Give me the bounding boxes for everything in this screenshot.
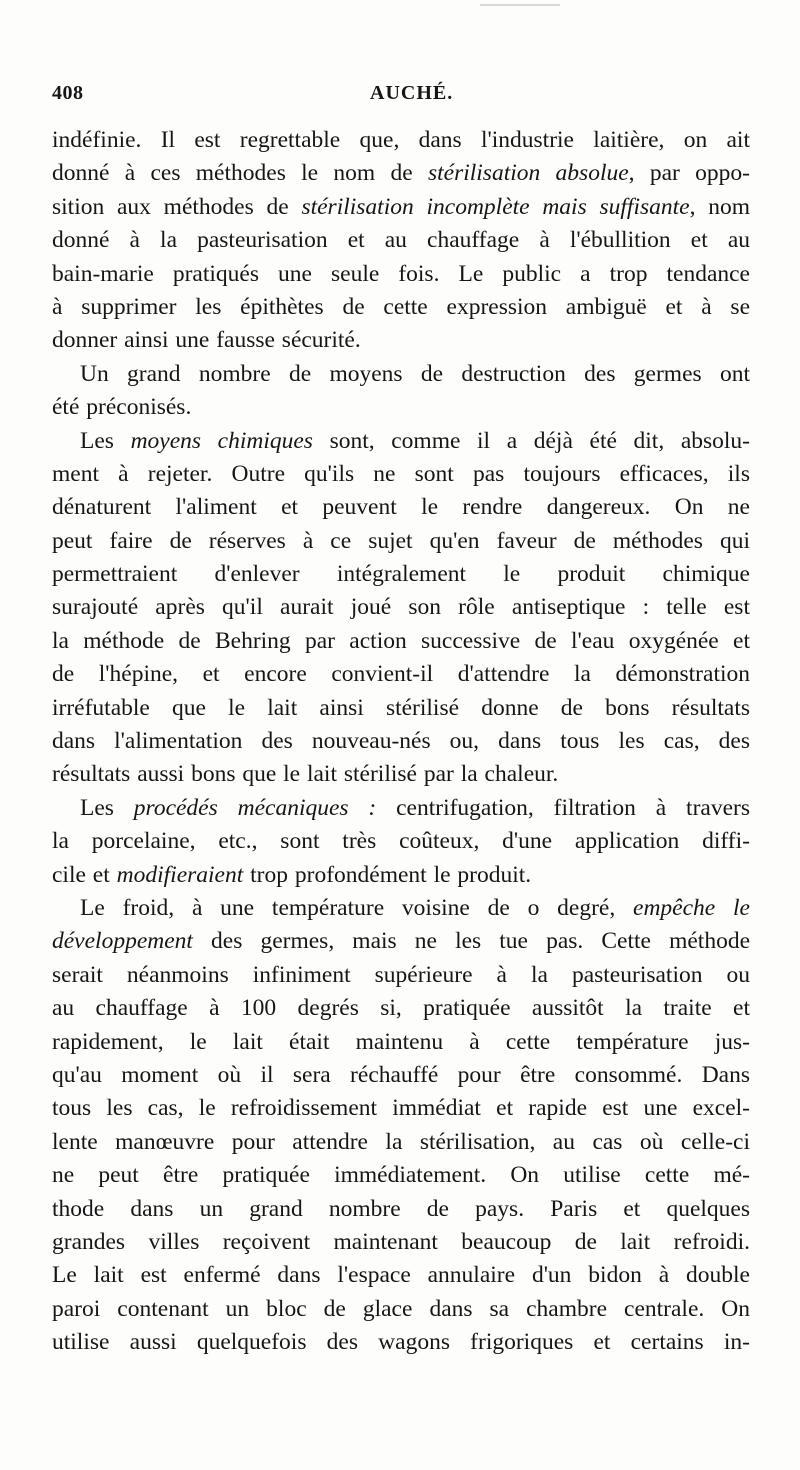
text-line: donné à la pasteurisation et au chauffage à l'ébullition et au [52, 227, 750, 254]
text-line: ne peut être pratiquée immédiatement. On utilise cette mé- [52, 1162, 750, 1189]
text-line: développement des germes, mais ne les tue pas. Cette méthode [52, 928, 750, 955]
italic-phrase: stérilisation absolue [427, 160, 629, 187]
text-line: Les procédés mécaniques : centrifugation, filtration à travers [80, 794, 750, 821]
text-line: au chauffage à 100 degrés si, pratiquée aussitôt la traite et [52, 995, 750, 1022]
text-line: thode dans un grand nombre de pays. Paris et quelques [52, 1195, 750, 1222]
text-line: bain-marie pratiqués une seule fois. Le public a trop tendance [52, 260, 750, 287]
text-line: à supprimer les épithètes de cette expression ambiguë et à se [52, 293, 750, 320]
text-line: ment à rejeter. Outre qu'ils ne sont pas toujours efficaces, ils [52, 460, 750, 487]
text-line: donner ainsi une fausse sécurité. [52, 327, 361, 354]
italic-phrase: stérilisation incomplète mais suffisante [301, 193, 690, 220]
text-line: irréfutable que le lait ainsi stérilisé donne de bons résultats [52, 694, 750, 721]
text-line: cile et modifieraient trop profondément le produit. [52, 861, 532, 888]
italic-phrase: procédés mécaniques : [133, 794, 377, 821]
text-line: qu'au moment où il sera réchauffé pour être consommé. Dans [52, 1061, 750, 1088]
scan-artifact [480, 4, 560, 6]
text-line: indéfinie. Il est regrettable que, dans l'industrie laitière, on ait [52, 127, 750, 153]
text-line: dans l'alimentation des nouveau-nés ou, dans tous les cas, des [52, 728, 750, 755]
text-line: été préconisés. [52, 394, 192, 421]
body-text [52, 124, 750, 1359]
italic-phrase: moyens chimiques [130, 427, 313, 454]
text-line: grandes villes reçoivent maintenant beaucoup de lait refroidi. [52, 1228, 750, 1255]
page-number: 408 [52, 82, 84, 104]
text-line: Le froid, à une température voisine de o degré, empêche le [80, 894, 750, 921]
text-line: la méthode de Behring par action successive de l'eau oxygénée et [52, 627, 750, 654]
text-line: rapidement, le lait était maintenu à cette température jus- [52, 1028, 750, 1055]
italic-phrase: modifieraient [116, 861, 244, 888]
text-line: permettraient d'enlever intégralement le produit chimique [52, 561, 750, 588]
text-line: utilise aussi quelquefois des wagons frigoriques et certains in- [52, 1329, 750, 1356]
text-line: tous les cas, le refroidissement immédiat et rapide est une excel- [52, 1095, 750, 1122]
text-line: résultats aussi bons que le lait stérilisé par la chaleur. [52, 761, 559, 788]
italic-phrase: empêche le [633, 894, 750, 921]
text-line: serait néanmoins infiniment supérieure à la pasteurisation ou [52, 961, 750, 988]
text-line: donné à ces méthodes le nom de stérilisation absolue, par oppo- [52, 160, 750, 187]
text-line: Les moyens chimiques sont, comme il a déjà été dit, absolu- [80, 427, 751, 454]
text-line: paroi contenant un bloc de glace dans sa chambre centrale. On [52, 1295, 750, 1322]
text-line: surajouté après qu'il aurait joué son rôle antiseptique : telle est [52, 594, 750, 621]
text-line: dénaturent l'aliment et peuvent le rendre dangereux. On ne [52, 494, 750, 521]
italic-phrase: développement [52, 928, 193, 955]
text-line: lente manœuvre pour attendre la stérilisation, au cas où celle-ci [52, 1128, 750, 1155]
text-line: peut faire de réserves à ce sujet qu'en faveur de méthodes qui [52, 527, 750, 554]
text-line: Un grand nombre de moyens de destruction des germes ont [80, 360, 750, 387]
running-title: AUCHÉ. [370, 82, 454, 104]
text-line: sition aux méthodes de stérilisation incomplète mais suffisante, nom [52, 193, 750, 220]
text-line: Le lait est enfermé dans l'espace annulaire d'un bidon à double [52, 1262, 750, 1289]
text-line: la porcelaine, etc., sont très coûteux, d'une application diffi- [52, 828, 750, 855]
running-head [52, 82, 748, 114]
text-line: de l'hépine, et encore convient-il d'attendre la démonstration [52, 661, 750, 688]
